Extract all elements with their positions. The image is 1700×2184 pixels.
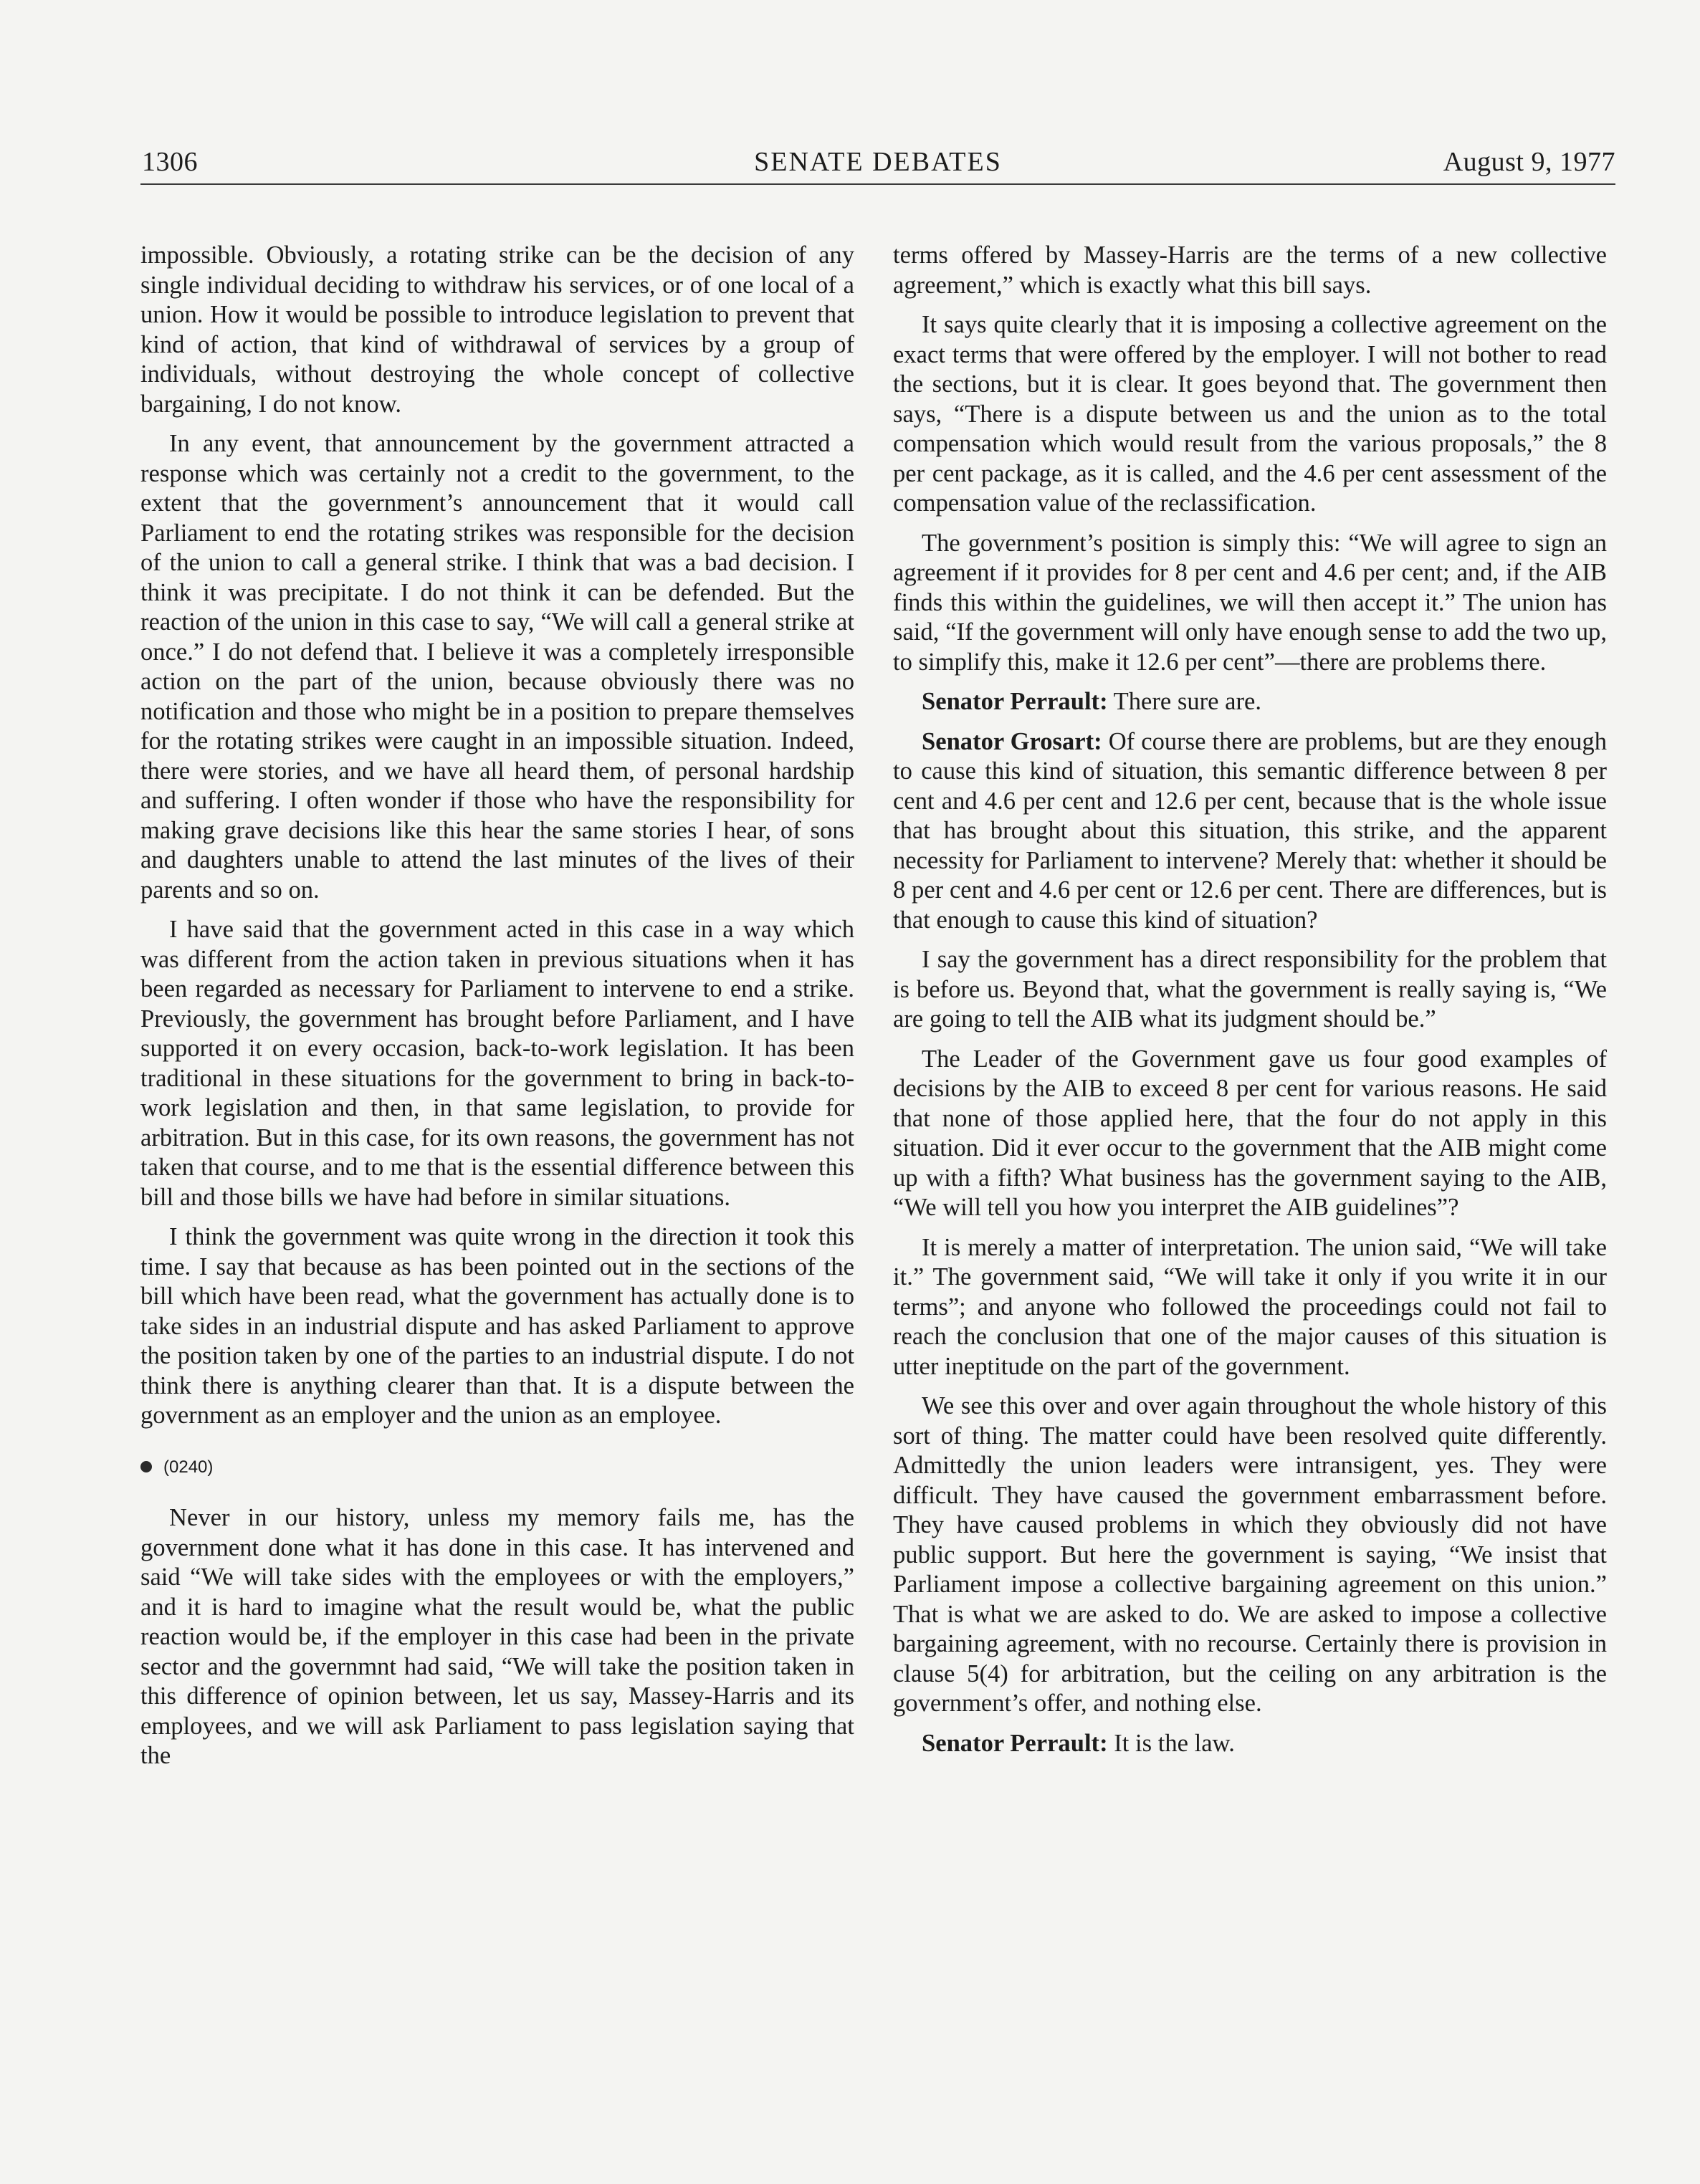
paragraph: terms offered by Massey-Harris are the terms of a new collective agreement,” which is exactly what this bill says. (893, 241, 1607, 299)
speech-paragraph (893, 1729, 1607, 1759)
paragraph: Never in our history, unless my memory fails me, has the government done what it has done in this case. It has intervened and said “We will take sides with the employees or with the employers,” and it is hard to imagine what the result would be, what the public reaction would be, if the employer in this case had been in the private sector and the governmnt had said, “We will take the position taken in this difference of opinion between, let us say, Massey-Harris and its employees, and we will ask Parliament to pass legislation saying that the (140, 1504, 854, 1769)
debate-date: August 9, 1977 (1443, 147, 1615, 177)
paragraph: I have said that the government acted in this case in a way which was different from the action taken in previous situations when it has been regarded as necessary for Parliament to intervene to end a strike. Previously, the government has brought before Parliament, and I have supported it on every occasion, back-to-work legislation. It has been traditional in these situations for the government to bring in back-to-work legislation and then, in that same legislation, to provide for arbitration. But in this case, for its own reasons, the government has not taken that course, and to me that is the essential difference between this bill and those bills we have had before in similar situations. (140, 916, 854, 1211)
paragraph: It is merely a matter of interpretation. The union said, “We will take it.” The government said, “We will take it only if you write it in our terms”; and anyone who followed the proceedings could not fail to reach the conclusion that one of the major causes of this situation is utter ineptitude on the part of the government. (893, 1233, 1607, 1380)
paragraph: I think the government was quite wrong in the direction it took this time. I say that because as has been pointed out in the sections of the bill which have been read, what the government has actually done is to take sides in an industrial dispute and has asked Parliament to approve the position taken by one of the parties to an industrial dispute. I do not think there is anything clearer than that. It is a dispute between the government as an employer and the union as an employee. (140, 1223, 854, 1429)
paragraph: We see this over and over again throughout the whole history of this sort of thing. The matter could have been resolved quite differently. Admittedly the union leaders were intransigent, yes. They were difficult. They have caused the government embarrassment before. They have caused problems in which they obviously did not have public support. But here the government is saying, “We insist that Parliament impose a collective bargaining agreement on this union.” That is what we are asked to do. We are asked to impose a collective bargaining agreement, with no recourse. Certainly there is provision in clause 5(4) for arbitration, but the ceiling on any arbitration is the government’s offer, and nothing else. (893, 1392, 1607, 1717)
speaker-name: Senator Perrault: (922, 1729, 1108, 1757)
publication-title: SENATE DEBATES (754, 147, 1002, 177)
paragraph: The government’s position is simply this: “We will agree to sign an agreement if it provides for 8 per cent and 4.6 per cent; and, if the AIB finds this within the guidelines, we will then accept it.” The union has said, “If the government will only have enough sense to add the two up, to simplify this, make it 12.6 per cent”—there are problems there. (893, 529, 1607, 676)
time-marker (140, 1452, 854, 1483)
left-column (140, 241, 854, 1781)
speaker-name: Senator Grosart: (922, 727, 1102, 755)
right-column (893, 241, 1607, 1768)
paragraph: In any event, that announcement by the government attracted a response which was certainly not a credit to the government, to the extent that the government’s announcement that it would call Parliament to end the rotating strikes was responsible for the decision of the union to call a general strike. I think that was a bad decision. I think it was precipitate. I do not think it can be defended. But the reaction of the union in this case to say, “We will call a general strike at once.” I do not defend that. I believe it was a completely irresponsible action on the part of the union, because obviously there was no notification and those who might be in a position to prepare themselves for the rotating strikes were caught in an impossible situation. Indeed, there were stories, and we have all heard them, of personal hardship and suffering. I often wonder if those who have the responsibility for making grave decisions like this hear the same stories I hear, of sons and daughters unable to attend the last minutes of the lives of their parents and so on. (140, 430, 854, 904)
paragraph: The Leader of the Government gave us four good examples of decisions by the AIB to exceed 8 per cent for various reasons. He said that none of those applied here, that the four do not apply in this situation. Did it ever occur to the government that the AIB might come up with a fifth? What business has the government saying to the AIB, “We will tell you how you interpret the AIB guidelines”? (893, 1045, 1607, 1221)
paragraph: It says quite clearly that it is imposing a collective agreement on the exact terms that were offered by the employer. I will not bother to read the sections, but it is clear. It goes beyond that. The government then says, “There is a dispute between us and the union as to the total compensation which would result from the various proposals,” the 8 per cent package, as it is called, and the 4.6 per cent assessment of the compensation value of the reclassification. (893, 311, 1607, 517)
speaker-name: Senator Perrault: (922, 688, 1108, 715)
page-number: 1306 (142, 147, 198, 177)
speech-text: Of course there are problems, but are they enough to cause this kind of situation, this semantic difference between 8 per cent and 4.6 per cent and 12.6 per cent, because that is the whole issue that has brought about this situation, this strike, and the apparent necessity for Parliament to intervene? Merely that: whether it should be 8 per cent and 4.6 per cent or 12.6 per cent. There are differences, but is that enough to cause this kind of situation? (893, 727, 1607, 934)
speech-text: It is the law. (1107, 1729, 1235, 1757)
paragraph: impossible. Obviously, a rotating strike can be the decision of any single individual deciding to withdraw his services, or of one local of a union. How it would be possible to introduce legislation to prevent that kind of action, that kind of withdrawal of services by a group of individuals, without destroying the whole concept of collective bargaining, I do not know. (140, 241, 854, 418)
paragraph: I say the government has a direct responsibility for the problem that is before us. Beyond that, what the government is really saying is, “We are going to tell the AIB what its judgment should be.” (893, 946, 1607, 1033)
bullet-icon (140, 1461, 152, 1472)
speech-paragraph (893, 727, 1607, 936)
speech-text: There sure are. (1107, 688, 1261, 715)
page-header (140, 146, 1615, 185)
time-marker-label: (0240) (163, 1457, 214, 1477)
speech-paragraph (893, 687, 1607, 717)
